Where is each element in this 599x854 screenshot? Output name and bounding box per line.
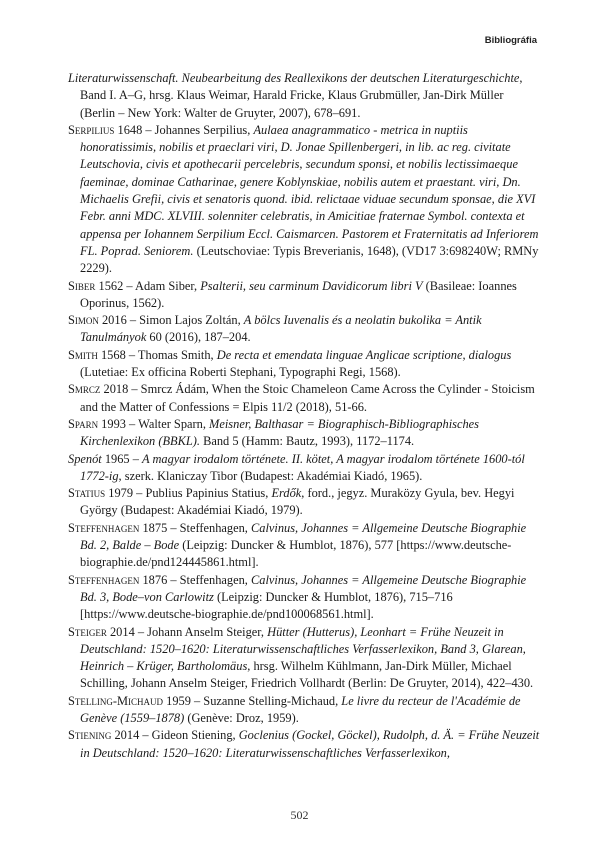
bibliography-entry (68, 122, 540, 278)
entry-title-italic: A bölcs Iuvenalis és a neolatin bukolika = Antik Tanulmányok (80, 313, 482, 345)
entry-author: Siber (68, 278, 96, 293)
entry-text: 1979 – Publius Papinius Statius, (105, 486, 272, 501)
bibliography-entry (68, 347, 540, 382)
entry-author: Smith (68, 347, 98, 362)
entry-text: 1993 – Walter Sparn, (98, 416, 210, 431)
entry-text: , ford., jegyz. Muraközy Gyula, bev. Hegyi György (Budapest: Akadémiai Kiadó, 1979). (80, 486, 515, 518)
entry-text: 2016 – Simon Lajos Zoltán, (98, 313, 244, 328)
entry-title-italic: Aulaea anagrammatico - metrica in nuptiis honoratissimis, nobilis et praeclari viri, D. Jonae Spillenbergeri, in lib. ac reg. civitate Leutschovia, civis et apothecarii percelebris, secundum sponsi, et nobilis lectissimaeque faeminae, dominae Catharinae, genere Koblynskiae, nobilis autem et praestant. viri, Dn. Michaelis Grefii, civis et senatoris quond. ibid. relictaae viduae secundum sponsae, die XVI Febr. anni MDC. XLVIII. solenniter celebratis, in Amicitiae fraternae Symbol. contexta et appensa per Iohannem Serpilium Eccl. Caismarcen. Pastorem et Fraternitatis ad Inferiorem FL. Poprad. Seniorem. (80, 122, 539, 258)
entry-text: 1648 – Johannes Serpilius, (114, 122, 254, 137)
entry-author: Stiening (68, 728, 112, 743)
bibliography-entry (68, 693, 540, 728)
entry-text: 60 (2016), 187–204. (146, 330, 251, 345)
running-header: Bibliográfia (484, 35, 537, 46)
bibliography-entry (68, 520, 540, 572)
entry-text: (Basileae: Ioannes Oporinus, 1562). (80, 278, 517, 310)
entry-title-italic: Spenót (68, 451, 102, 466)
entry-author: Sparn (68, 416, 99, 431)
bibliography-entry (68, 70, 540, 122)
entry-author: Smrcz (68, 382, 101, 397)
bibliography-entry (68, 572, 540, 624)
entry-text: 1876 – Steffenhagen, (139, 572, 251, 587)
entry-author: Serpilius (68, 122, 115, 137)
entry-author: Statius (68, 486, 106, 501)
entry-title-italic: Goclenius (Gockel, Göckel), Rudolph, d. Ä. = Frühe Neuzeit in Deutschland: 1520–1620: Literaturwissenschaftliches Verfasserlexikon, (80, 728, 540, 760)
entry-author: Steiger (68, 624, 107, 639)
entry-text: (Leipzig: Duncker & Humblot, 1876), 715–716 [https://www.deutsche-biographie.de/pnd100068561.html]. (80, 589, 453, 622)
entry-text: (Lutetiae: Ex officina Roberti Stephani, Typographi Regi, 1568). (80, 365, 401, 380)
entry-text: 1965 – (101, 451, 143, 466)
entry-text: 2018 – Smrcz Ádám, When the Stoic Chameleon Came Across the Cylinder - Stoicism and the Matter of Confessions = Elpis 11/2 (2018), 51-66. (80, 382, 535, 414)
entry-title-italic: Calvinus, Johannes = Allgemeine Deutsche Biographie Bd. 2, Balde – Bode (80, 520, 527, 553)
entry-text: (Leutschoviae: Typis Breverianis, 1648), (VD17 3:698240W; RMNy 2229). (80, 243, 539, 276)
bibliography-entry (68, 485, 540, 520)
entry-title-italic: Calvinus, Johannes = Allgemeine Deutsche Biographie Bd. 3, Bode–von Carlowitz (80, 572, 527, 604)
entry-text: 2014 – Gideon Stiening, (111, 728, 239, 743)
entry-author: Steffenhagen (68, 520, 140, 535)
bibliography-entry (68, 727, 540, 762)
entry-text: 1562 – Adam Siber, (95, 278, 201, 293)
entry-text: , hrsg. Wilhelm Kühlmann, Jan-Dirk Müller, Michael Schilling, Johann Anselm Steiger, Friedrich Vollhardt (Berlin: De Gruyter, 2014), 422–430. (80, 659, 534, 691)
entry-title-italic: Le livre du recteur de l'Académie de Genève (1559–1878) (80, 693, 521, 725)
entry-title-italic: A magyar irodalom története. II. kötet, A magyar irodalom története 1600-tól 1772-ig (80, 451, 525, 483)
entry-text: 1568 – Thomas Smith, (97, 347, 217, 362)
entry-title-italic: Erdők (271, 486, 302, 501)
bibliography-entry (68, 312, 540, 347)
entry-text: Band 5 (Hamm: Bautz, 1993), 1172–1174. (199, 434, 415, 449)
entry-title-italic: De recta et emendata linguae Anglicae scriptione, dialogus (216, 347, 512, 362)
entry-text: 1875 – Steffenhagen, (139, 520, 251, 535)
entry-author: Simon (68, 313, 99, 328)
entry-author: Steffenhagen (68, 572, 140, 587)
entry-text: , szerk. Klaniczay Tibor (Budapest: Akadémiai Kiadó, 1965). (118, 468, 423, 483)
entry-title-italic: Psalterii, seu carminum Davidicorum libri V (200, 278, 423, 293)
entry-text: , Band I. A–G, hrsg. Klaus Weimar, Harald Fricke, Klaus Grubmüller, Jan-Dirk Müller (Berlin – New York: Walter de Gruyter, 2007), 678–691. (80, 71, 523, 120)
bibliography-entry (68, 278, 540, 313)
entry-text: 1959 – Suzanne Stelling-Michaud, (163, 693, 342, 708)
entry-author: Stelling-Michaud (68, 693, 164, 708)
bibliography-entry (68, 624, 540, 693)
entry-text: (Leipzig: Duncker & Humblot, 1876), 577 [https://www.deutsche-biographie.de/pnd124445861.html]. (80, 538, 512, 570)
entry-title-italic: Literaturwissenschaft. Neubearbeitung des Reallexikons der deutschen Literaturgeschichte (68, 71, 520, 85)
bibliography-entry (68, 451, 540, 486)
entry-title-italic: Meisner, Balthasar = Biographisch-Bibliographisches Kirchenlexikon (BBKL). (80, 416, 479, 449)
entry-text: (Genève: Droz, 1959). (184, 710, 299, 725)
page-number: 502 (290, 808, 309, 822)
bibliography-entry (68, 416, 540, 451)
bibliography-entry (68, 381, 540, 416)
entry-text: 2014 – Johann Anselm Steiger, (106, 624, 268, 639)
entry-title-italic: Hütter (Hutterus), Leonhart = Frühe Neuzeit in Deutschland: 1520–1620: Literaturwissenschaftliches Verfasserlexikon, Band 3, Glarean, Heinrich – Krüger, Bartholomäus (80, 624, 526, 674)
bibliography-list (68, 70, 540, 762)
